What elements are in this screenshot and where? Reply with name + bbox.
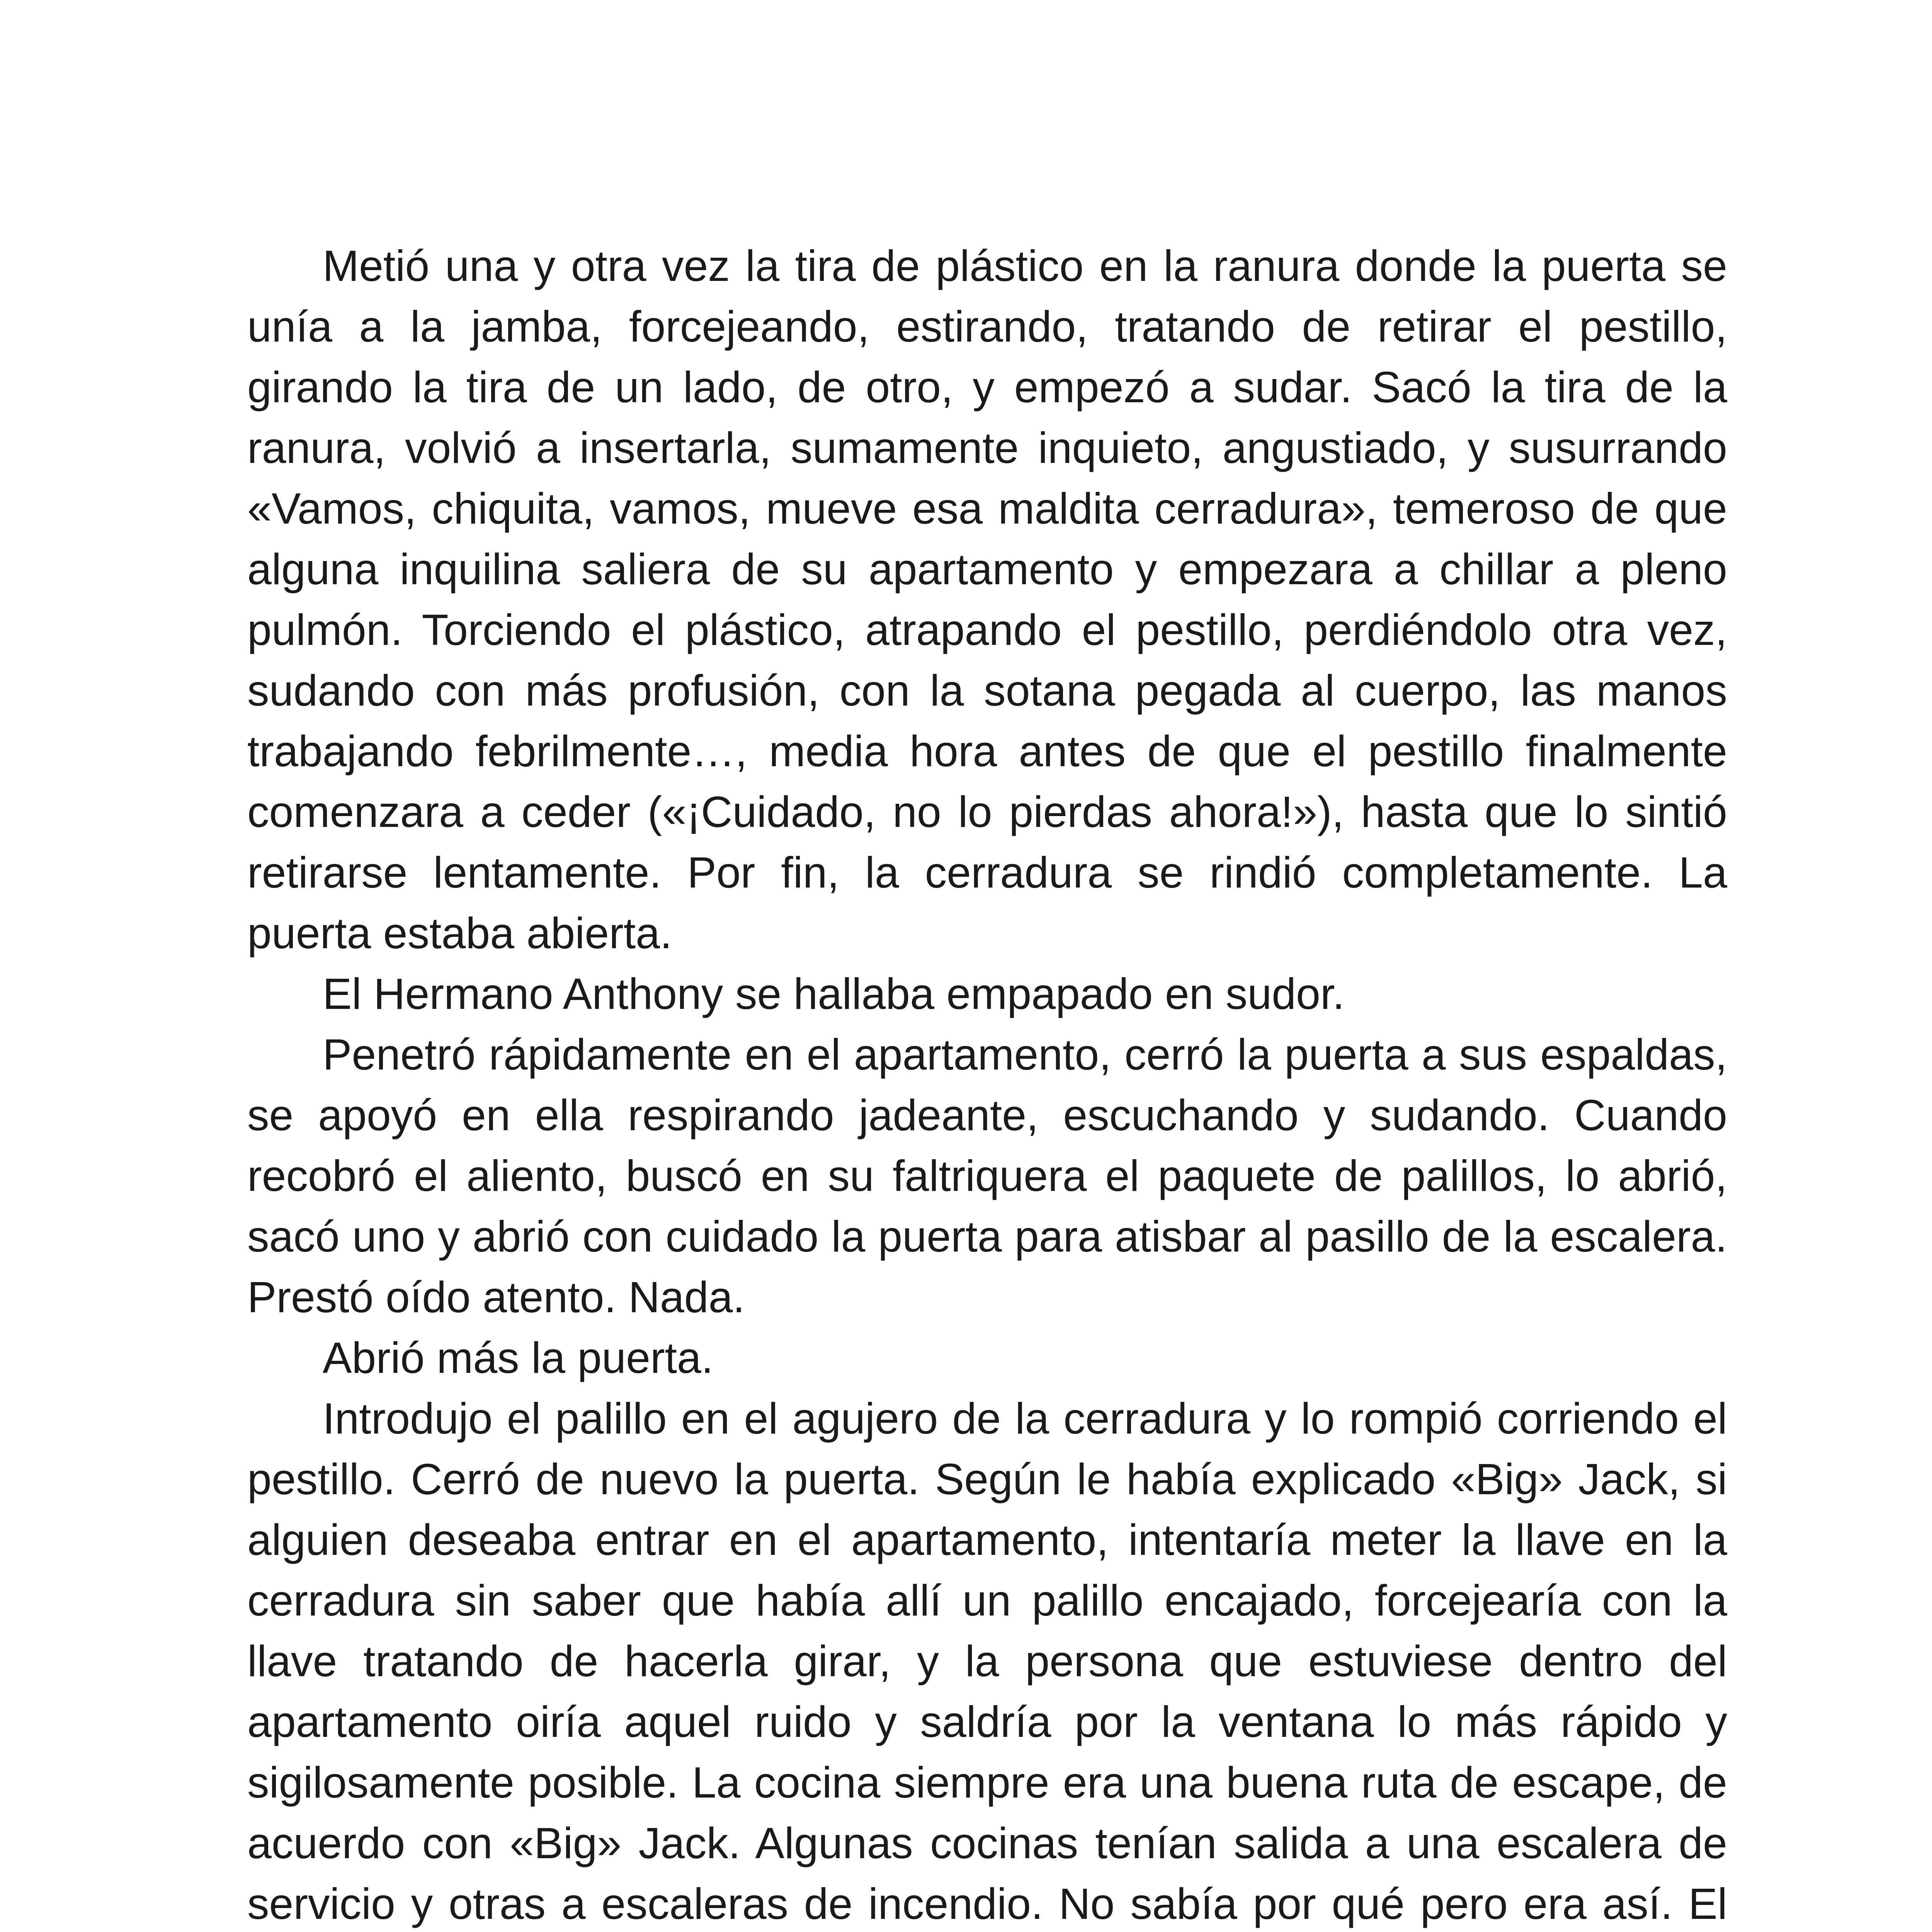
- paragraph: Metió una y otra vez la tira de plástico en la ranura donde la puerta se unía a la jamba, forcejeando, estirando, tratando de retirar el pestillo, girando la tira de un lado, de otro, y empezó a sudar. Sacó la tira de la ranura, volvió a insertarla, sumamente inquieto, angustiado, y susurrando «Vamos, chiquita, vamos, mueve esa maldita cerradura», temeroso de que alguna inquilina saliera de su apartamento y empezara a chillar a pleno pulmón. Torciendo el plástico, atrapando el pestillo, perdiéndolo otra vez, sudando con más profusión, con la sotana pegada al cuerpo, las manos trabajando febrilmente…, media hora antes de que el pestillo finalmente comenzara a ceder («¡Cuidado, no lo pierdas ahora!»), hasta que lo sintió retirarse lentamente. Por fin, la cerradura se rindió completamente. La puerta estaba abierta.: [247, 242, 1727, 957]
- paragraph: El Hermano Anthony se hallaba empapado en sudor.: [323, 969, 1345, 1018]
- paragraph: Abrió más la puerta.: [323, 1333, 714, 1382]
- paragraph: Penetró rápidamente en el apartamento, cerró la puerta a sus espaldas, se apoyó en ella respirando jadeante, escuchando y sudando. Cuando recobró el aliento, buscó en su faltriquera el paquete de palillos, lo abrió, sacó uno y abrió con cuidado la puerta para atisbar al pasillo de la escalera. Prestó oído atento. Nada.: [247, 1030, 1727, 1321]
- book-page-text: [247, 236, 1727, 1932]
- paragraph: Introdujo el palillo en el agujero de la cerradura y lo rompió corriendo el pestillo. Cerró de nuevo la puerta. Según le había explicado «Big» Jack, si alguien deseaba entrar en el apartamento, intentaría meter la llave en la cerradura sin saber que había allí un palillo encajado, forcejearía con la llave tratando de hacerla girar, y la persona que estuviese dentro del apartamento oiría aquel ruido y saldría por la ventana lo más rápido y sigilosamente posible. La cocina siempre era una buena ruta de escape, de acuerdo con «Big» Jack. Algunas cocinas tenían salida a una escalera de servicio y otras a escaleras de incendio. No sabía por qué pero era así. El: [247, 1394, 1727, 1928]
